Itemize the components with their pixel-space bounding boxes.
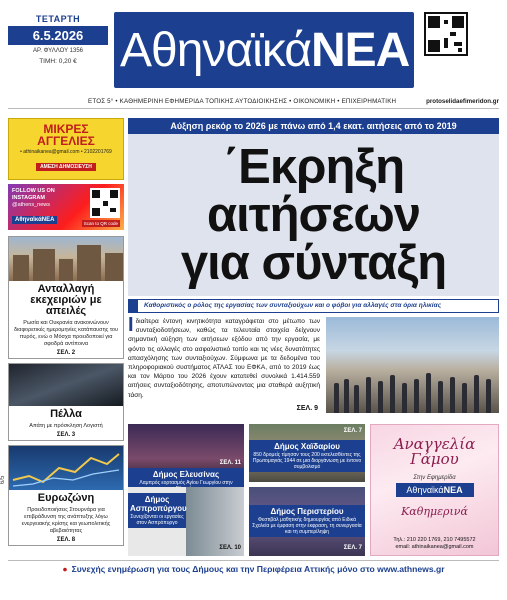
page-ref[interactable]: ΣΕΛ. 9 bbox=[296, 404, 318, 412]
headline-line-2: αιτήσεων bbox=[207, 188, 420, 242]
tagline-bar bbox=[8, 95, 499, 109]
page-ref: ΣΕΛ. 10 bbox=[219, 545, 241, 551]
wedding-announcement-ad[interactable] bbox=[370, 424, 499, 556]
story-eurozone[interactable] bbox=[8, 445, 124, 546]
story-headline: Ευρωζώνη bbox=[37, 492, 95, 504]
trend-line-icon bbox=[9, 446, 123, 490]
page-ref: ΣΕΛ. 2 bbox=[56, 350, 76, 356]
drop-cap: Ι bbox=[128, 314, 134, 336]
page-ref: ΣΕΛ. 7 bbox=[343, 545, 362, 551]
headline-line-3: για σύνταξη bbox=[180, 236, 447, 290]
tile-name: Δήμος Ελευσίνας bbox=[152, 470, 220, 479]
kicker: Αύξηση ρεκόρ το 2026 με πάνω από 1,4 εκατ. αιτήσεις από το 2019 bbox=[128, 118, 499, 134]
tile-desc: 850 δρομείς τίμησαν τους 200 εκτελεσθέντες της Πρωτομαγιάς 1944 σε μια διοργάνωση με έντονο συμβολισμό bbox=[252, 452, 362, 470]
page-ref: ΣΕΛ. 7 bbox=[343, 428, 362, 434]
city-photo bbox=[9, 237, 123, 281]
ads-button[interactable]: ΑΜΕΣΗ ΔΗΜΟΣΙΕΥΣΗ bbox=[36, 163, 96, 171]
weekday: ΤΕΤΑΡΤΗ bbox=[35, 14, 81, 24]
story-text: Ρωσία και Ουκρανία ανακοινώνουν διαφορετικές ημερομηνίες κατάπαυσης του πυρός, ενώ ο Μόσχα προειδοποιεί για σφοδρά αντίποινα bbox=[14, 320, 118, 347]
logo-part2: ΝΕΑ bbox=[310, 23, 410, 77]
left-column bbox=[8, 118, 124, 546]
page-ref: ΣΕΛ. 8 bbox=[56, 537, 76, 543]
qr-code-icon bbox=[424, 12, 468, 56]
tile-name: Δήμος Περιστερίου bbox=[270, 507, 344, 516]
protest-photo bbox=[326, 317, 499, 413]
newspaper-logo bbox=[114, 12, 414, 88]
article-text: διαίτερα έντονη κινητικότητα καταγράφεται στο μέτωπο των συνταξιοδοτήσεων, καθώς τα τελευταία στοιχεία δείχνουν σημαντική αύξηση των αιτήσεων εξόδου από την εργασία, με φόντο τις αλλαγές στο ασφαλιστικό τοπίο και τις νέες δυνατότητες απασχόλησης των συνταξιούχων. Σύμφωνα με τα δεδομένα του πληροφοριακού συστήματος ΑΤΛΑΣ του ΕΦΚΑ, από το 2019 έως και τον Μάρτιο του 2026 έχουν κατατεθεί συνολικά 1.414.559 αιτήσεις συνταξιοδότησης, αποτυπώνοντας μια σταθερά αυξητική τάση. bbox=[128, 318, 320, 399]
tile-name: Δήμος Χαϊδαρίου bbox=[274, 442, 340, 451]
instagram-promo[interactable] bbox=[8, 184, 124, 230]
footer-text: Συνεχής ενημέρωση για τους Δήμους και την Περιφέρεια Αττικής μόνο στο www.athnews.gr bbox=[71, 563, 445, 574]
article bbox=[128, 314, 499, 413]
issue-number: ΑΡ. ΦΥΛΛΟΥ 1356 bbox=[33, 48, 83, 54]
price: ΤΙΜΗ: 0,20 € bbox=[39, 58, 77, 65]
article-body bbox=[128, 314, 320, 413]
headline-line-1: ΄Εκρηξη bbox=[222, 140, 405, 194]
tile-chaidari[interactable] bbox=[249, 424, 365, 482]
qr-code-icon bbox=[90, 188, 120, 218]
tile-name: Δήμος Ασπροπύργου bbox=[130, 495, 187, 513]
wedding-logo: ΑθηναϊκάΝΕΑ bbox=[396, 483, 474, 497]
headline-box[interactable] bbox=[128, 134, 499, 296]
classifieds-box[interactable] bbox=[8, 118, 124, 180]
logo-part1: Αθηναϊκά bbox=[120, 23, 311, 77]
wedding-title-1: Αναγγελία bbox=[393, 435, 476, 453]
tagline: ΕΤΟΣ 5° • ΚΑΘΗΜΕΡΙΝΗ ΕΦΗΜΕΡΙΔΑ ΤΟΠΙΚΗΣ ΑΥΤΟΔΙΟΙΚΗΣΗΣ • ΟΙΚΟΝΟΜΙΚΗ • ΕΠΙΧΕΙΡΗΜΑΤΙΚΗ bbox=[88, 98, 397, 105]
tile-desc: Φεστιβάλ μαθητικής δημιουργίας από Ειδικά Σχολεία με έμφαση στην έκφραση, τη συνεργασία και τη συμπερίληψη bbox=[252, 517, 362, 535]
wedding-contact: Τηλ.: 210 220 1769, 210 7495572 email: athinaikanea@gmail.com bbox=[393, 537, 476, 550]
side-code: 6/5 bbox=[0, 475, 6, 484]
story-ceasefire[interactable] bbox=[8, 236, 124, 359]
ads-contact: • athinaikanea@gmail.com • 2102201769 bbox=[20, 149, 112, 155]
wedding-daily: Καθημερινά bbox=[401, 505, 468, 518]
ads-title-1: ΜΙΚΡΕΣ bbox=[43, 122, 89, 136]
chart-photo bbox=[9, 446, 123, 490]
story-headline: Πέλλα bbox=[50, 408, 82, 420]
wedding-title-2: Γάμου bbox=[410, 450, 459, 468]
source-site: protoselidaefimeridon.gr bbox=[426, 98, 499, 105]
instagram-follow: FOLLOW US ON INSTAGRAM bbox=[12, 188, 55, 201]
dark-photo bbox=[9, 364, 123, 406]
story-headline: Ανταλλαγή εκεχειριών με απειλές bbox=[30, 283, 102, 317]
tile-peristeri[interactable] bbox=[249, 487, 365, 556]
story-text: Απάτη με πρόσκληση Λογιστή bbox=[29, 423, 103, 429]
story-pella[interactable] bbox=[8, 363, 124, 441]
instagram-name: ΑθηναϊκάΝΕΑ bbox=[12, 216, 57, 224]
scan-label: Scan to QR code bbox=[83, 221, 118, 226]
tile-desc: Λαμπρός εορτασμός Αγίου Γεωργίου στην bbox=[139, 480, 233, 486]
page-ref: ΣΕΛ. 11 bbox=[219, 460, 241, 466]
masthead bbox=[8, 6, 499, 92]
tile-aspropyrgos[interactable] bbox=[128, 487, 244, 556]
subheadline: Καθοριστικός ο ρόλος της εργασίας των συνταξιούχων και ο φόβοι για αλλαγές στα όρια ηλικίας bbox=[128, 299, 499, 313]
tile-eleusis[interactable] bbox=[128, 424, 244, 486]
story-text: Προειδοποιήσεις Στουρνάρα για επιβράδυνση της ανάπτυξης λόγω ενεργειακής κρίσης και γεωπολιτικής αβεβαιότητας bbox=[21, 507, 111, 534]
footer-banner[interactable] bbox=[8, 560, 499, 576]
tile-desc: Συνεχίζονται οι εργασίες στον Ασπρόπυργο bbox=[130, 514, 184, 526]
instagram-handle: @athens_news bbox=[12, 202, 50, 208]
main-story bbox=[128, 118, 499, 413]
bullet-icon: ● bbox=[62, 563, 68, 574]
issue-date: 6.5.2026 bbox=[8, 26, 108, 45]
ads-title-2: ΑΓΓΕΛΙΕΣ bbox=[37, 134, 95, 148]
page-ref: ΣΕΛ. 3 bbox=[56, 432, 76, 438]
date-box bbox=[8, 14, 108, 86]
wedding-sub: Στην Εφημερίδα bbox=[413, 475, 456, 481]
